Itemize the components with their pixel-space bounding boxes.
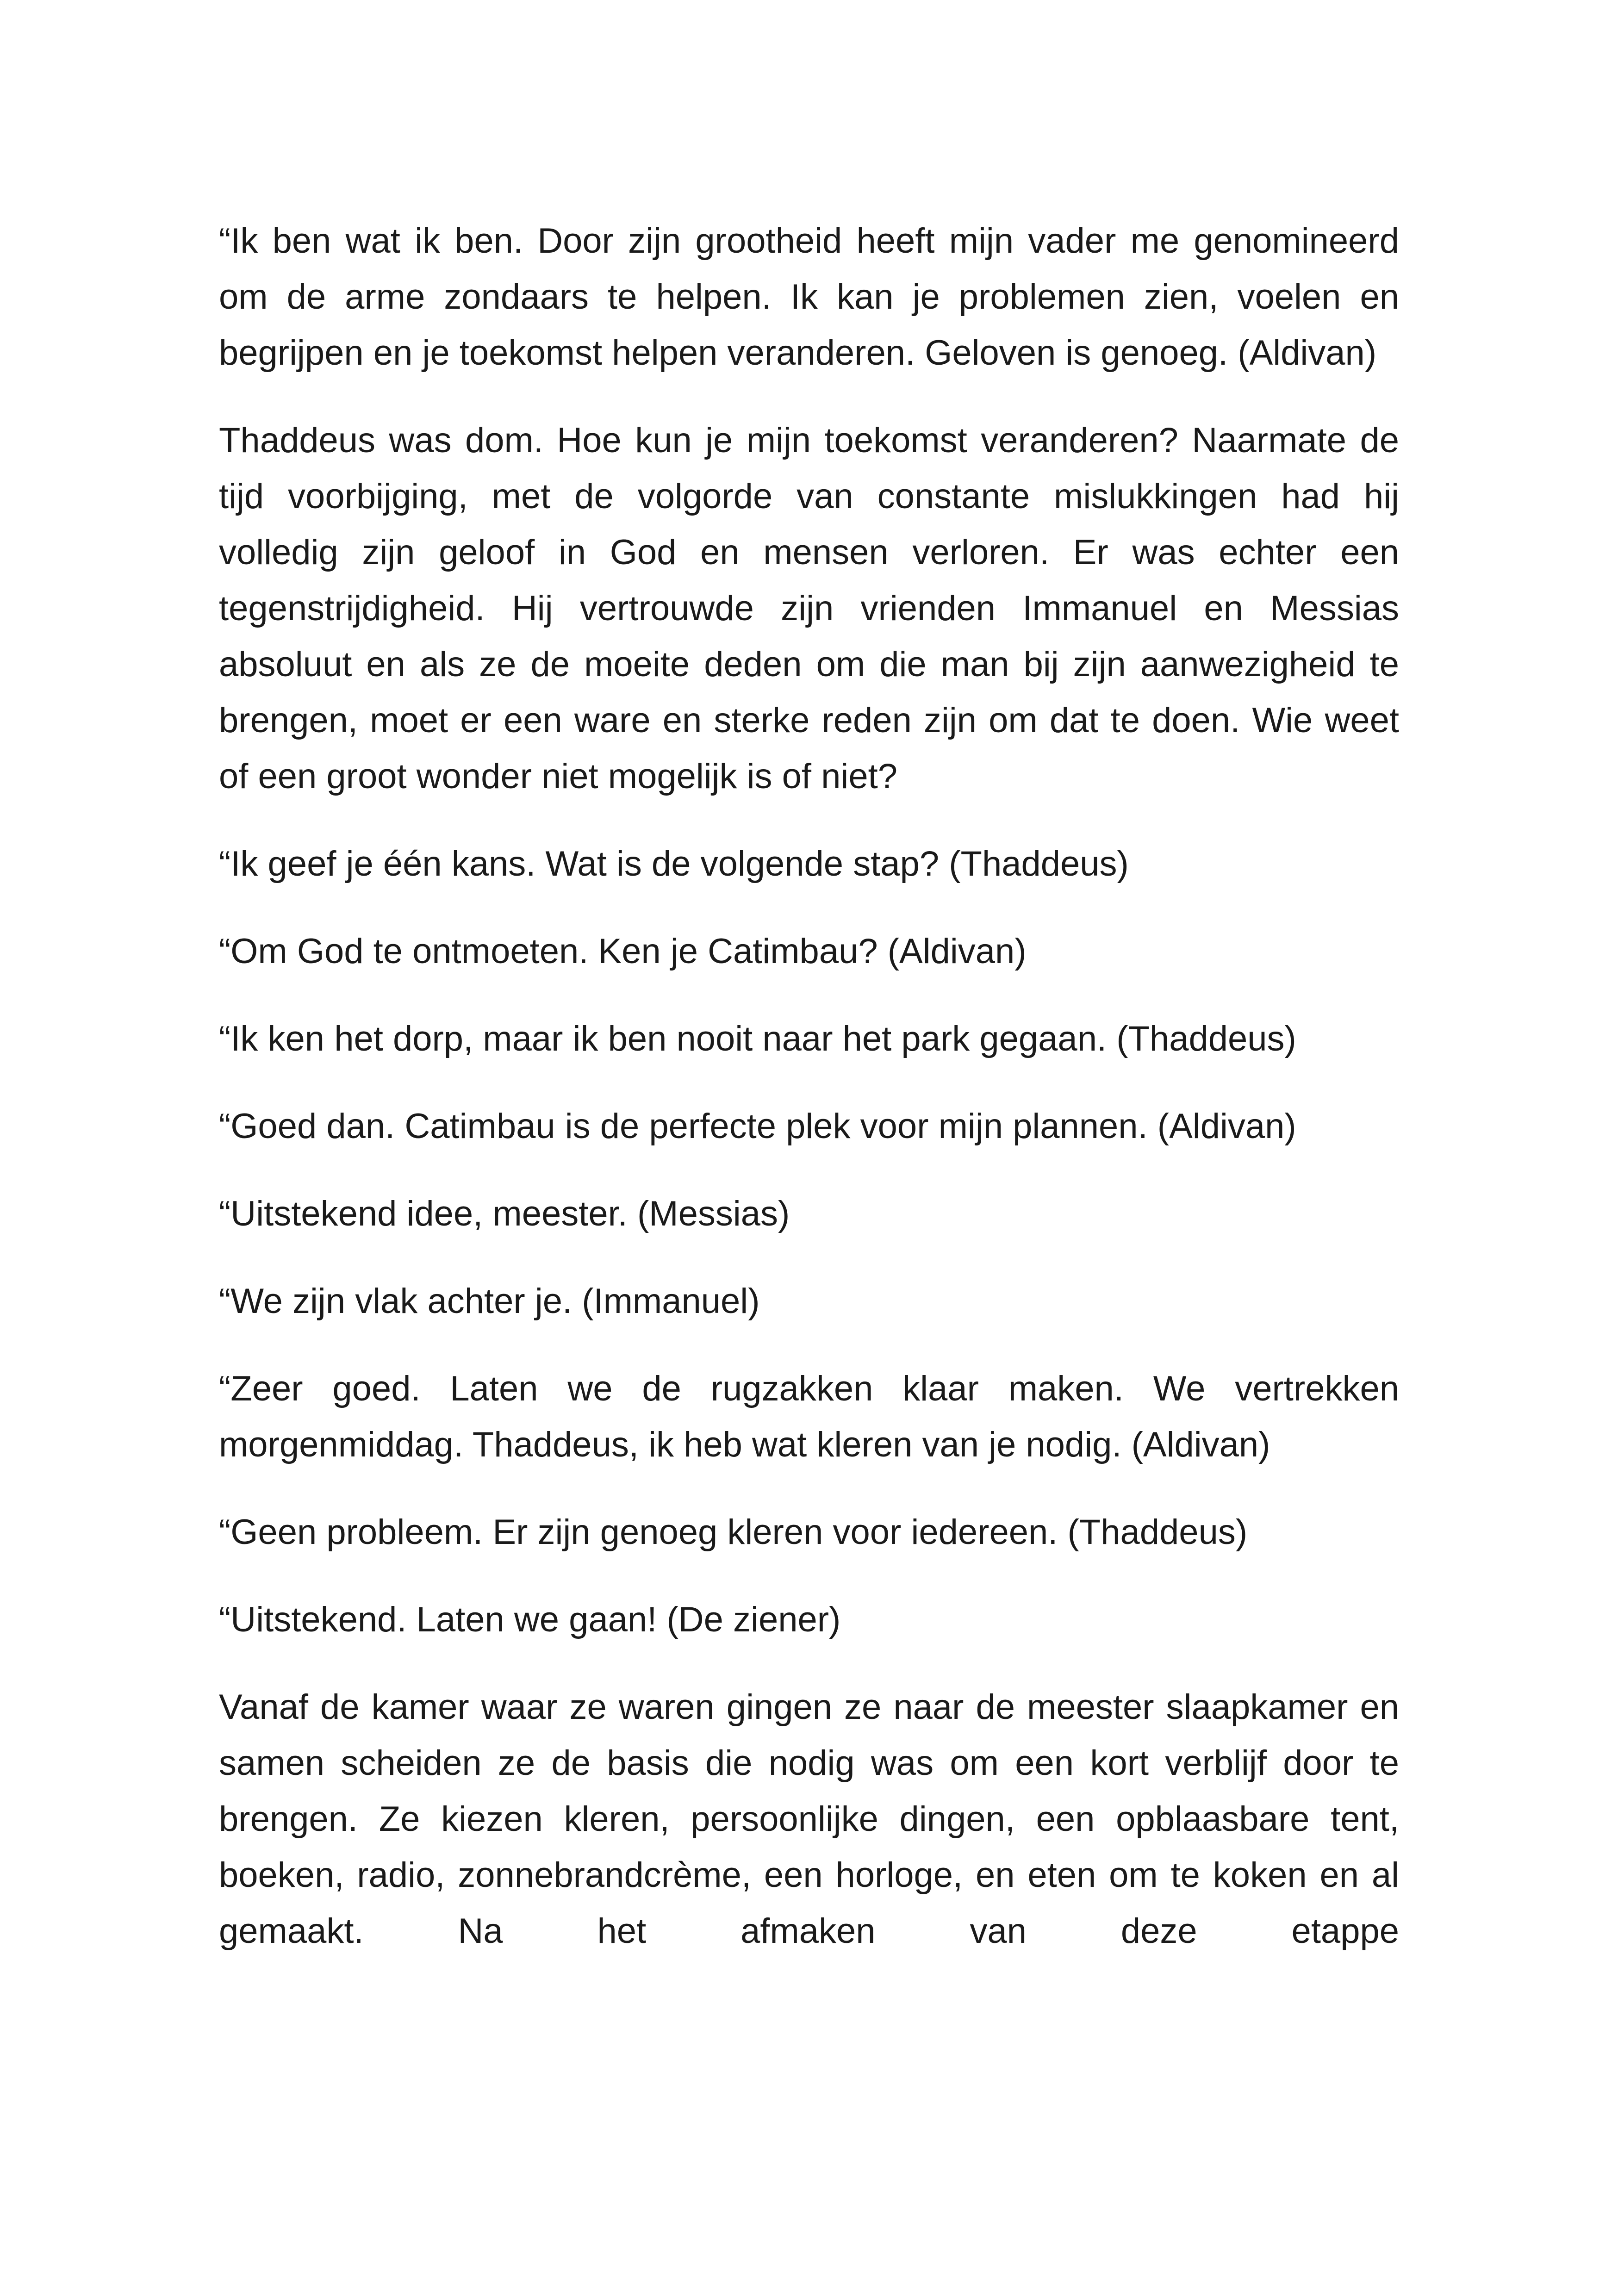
- dialogue-line: “We zijn vlak achter je. (Immanuel): [219, 1282, 760, 1321]
- dialogue-line: “Zeer goed. Laten we de rugzakken klaar maken. We vertrekken morgenmiddag. Thaddeus, ik heb wat kleren van je nodig. (Aldivan): [219, 1369, 1399, 1464]
- dialogue-line: “Geen probleem. Er zijn genoeg kleren voor iedereen. (Thaddeus): [219, 1512, 1248, 1552]
- paragraph-packing: Vanaf de kamer waar ze waren gingen ze naar de meester slaapkamer en samen scheiden ze de basis die nodig was om een kort verblijf door te brengen. Ze kiezen kleren, persoonlijke dingen, een opblaasbare tent, boeken, radio, zonnebrandcrème, een horloge, en eten om te koken en al gemaakt. Na het afmaken van deze etappe: [219, 1687, 1399, 1951]
- dialogue-line: “Uitstekend. Laten we gaan! (De ziener): [219, 1600, 841, 1639]
- dialogue-line: “Ik ken het dorp, maar ik ben nooit naar het park gegaan. (Thaddeus): [219, 1019, 1296, 1058]
- dialogue-line: “Uitstekend idee, meester. (Messias): [219, 1194, 790, 1233]
- dialogue-line: “Ik geef je één kans. Wat is de volgende stap? (Thaddeus): [219, 844, 1129, 884]
- paragraph-thaddeus-doubt: Thaddeus was dom. Hoe kun je mijn toekomst veranderen? Naarmate de tijd voorbijging, met de volgorde van constante mislukkingen had hij volledig zijn geloof in God en mensen verloren. Er was echter een tegenstrijdigheid. Hij vertrouwde zijn vrienden Immanuel en Messias absoluut en als ze de moeite deden om die man bij zijn aanwezigheid te brengen, moet er een ware en sterke reden zijn om dat te doen. Wie weet of een groot wonder niet mogelijk is of niet?: [219, 421, 1399, 796]
- dialogue-line: “Goed dan. Catimbau is de perfecte plek voor mijn plannen. (Aldivan): [219, 1107, 1296, 1146]
- paragraph-aldivan-intro: “Ik ben wat ik ben. Door zijn grootheid heeft mijn vader me genomineerd om de arme zondaars te helpen. Ik kan je problemen zien, voelen en begrijpen en je toekomst helpen veranderen. Geloven is genoeg. (Aldivan): [219, 221, 1399, 373]
- body-text: [219, 213, 1399, 1991]
- dialogue-line: “Om God te ontmoeten. Ken je Catimbau? (Aldivan): [219, 932, 1027, 971]
